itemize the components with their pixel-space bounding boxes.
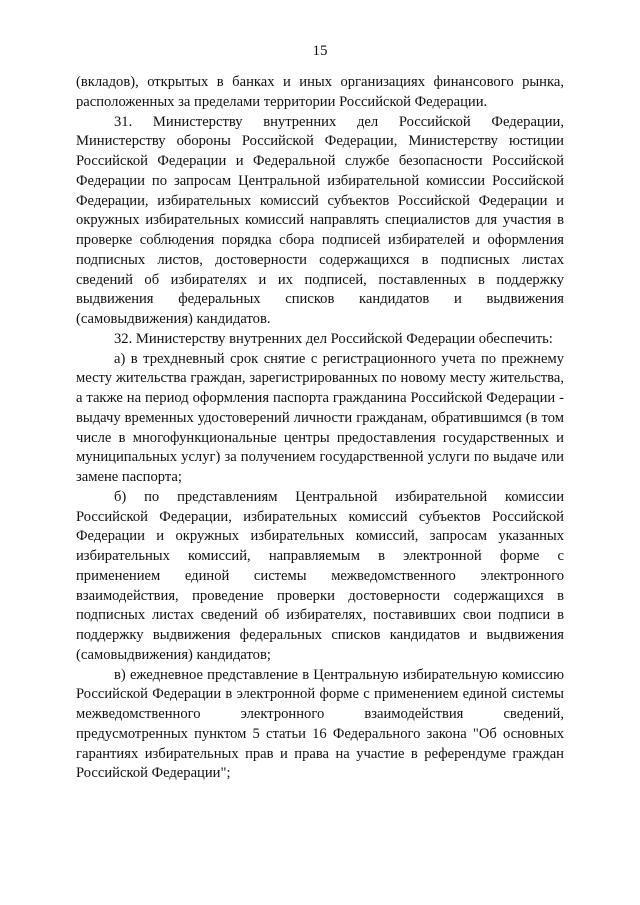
page-number: 15 (312, 43, 328, 59)
paragraph-item-32-v: в) ежедневное представление в Центральную избирательную комиссию Российской Федерации в электронной форме с применением единой системы межведомственного электронного взаимодействия сведений, предусмотренных пунктом 5 статьи 16 Федерального закона "Об основных гарантиях избирательных прав и права на участие в референдуме граждан Российской Федерации"; (76, 666, 564, 782)
paragraph-item-32-b: б) по представлениям Центральной избирательной комиссии Российской Федерации, избирательных комиссий субъектов Российской Федерации и окружных избирательных комиссий, запросам указанных избирательных комиссий, направляемым в электронной форме с применением единой системы межведомственного электронного взаимодействия, проведение проверки достоверности содержащихся в подписных листах сведений об избирателях, поставивших свои подписи в поддержку выдвижения федеральных списков кандидатов и выдвижения (самовыдвижения) кандидатов; (76, 488, 564, 663)
paragraph-item-32: 32. Министерству внутренних дел Российской Федерации обеспечить: (114, 330, 553, 347)
paragraph-item-31: 31. Министерству внутренних дел Российской Федерации, Министерству обороны Российской Федерации, Министерству юстиции Российской Федерации и Федеральной службе безопасности Российской Федерации по запросам Центральной избирательной комиссии Российской Федерации, избирательных комиссий субъектов Российской Федерации и окружных избирательных комиссий направлять специалистов для участия в проверке соблюдения порядка сбора подписей избирателей и оформления подписных листов, достоверности содержащихся в подписных листах сведений об избирателях и их подписей, поставленных в поддержку выдвижения федеральных списков кандидатов и выдвижения (самовыдвижения) кандидатов. (76, 113, 564, 327)
paragraph-continuation: (вкладов), открытых в банках и иных организациях финансового рынка, расположенных за пределами территории Российской Федерации. (76, 74, 564, 110)
document-body (76, 73, 564, 784)
paragraph-item-32-a: а) в трехдневный срок снятие с регистрационного учета по прежнему месту жительства граждан, зарегистрированных по новому месту жительства, а также на период оформления паспорта гражданина Российской Федерации - выдачу временных удостоверений личности гражданам, обратившимся (в том числе в многофункциональные центры предоставления государственных и муниципальных услуг) за получением государственной услуги по выдаче или замене паспорта; (76, 350, 564, 485)
